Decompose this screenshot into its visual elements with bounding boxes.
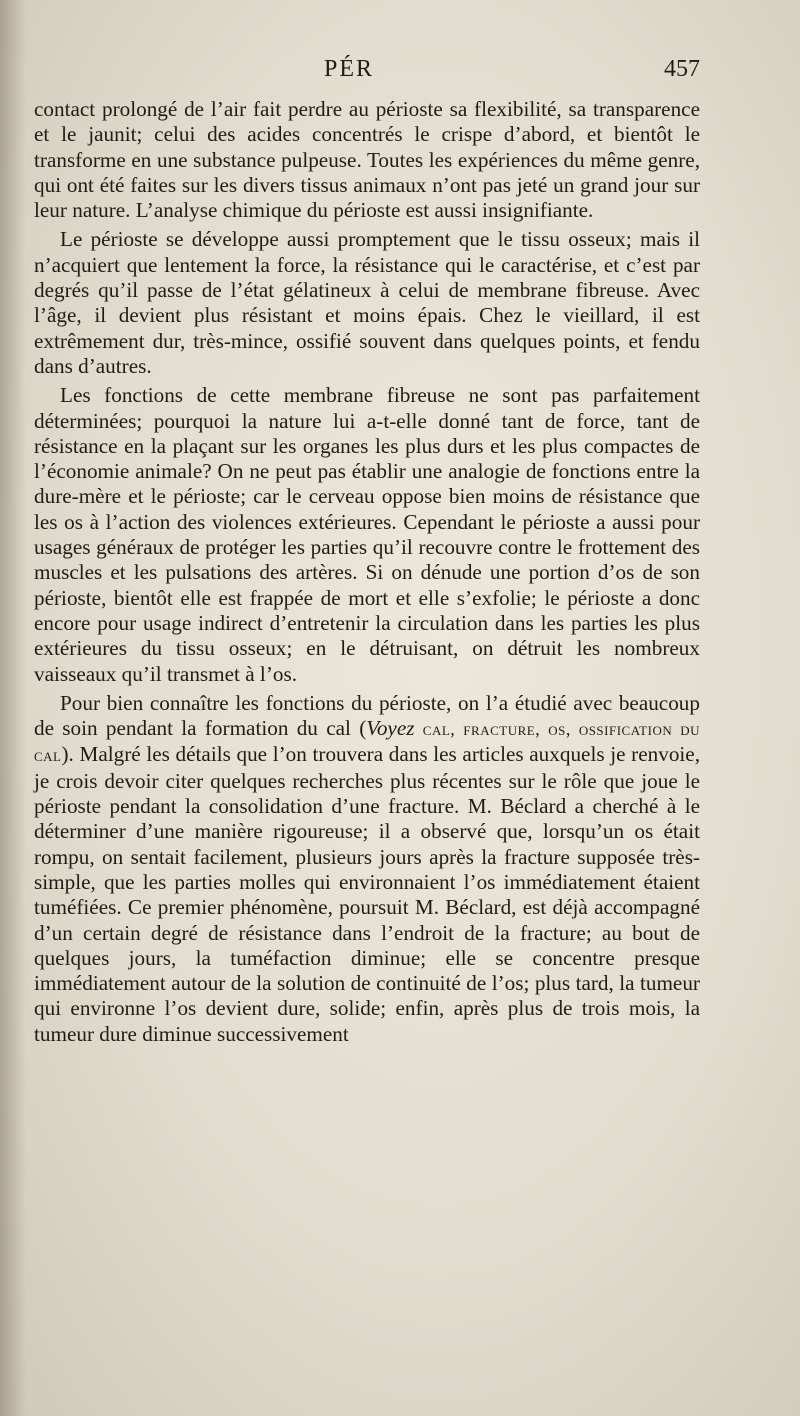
cross-reference-voyez: Voyez (366, 716, 415, 741)
page-header (34, 56, 700, 96)
running-head: PÉR (324, 56, 375, 82)
cross-reference-terms: cal, fracture, os, ossification du cal (34, 719, 700, 766)
page-number: 457 (664, 56, 700, 82)
paragraph-4 (34, 691, 700, 1047)
paragraph-3: Les fonctions de cette membrane fibreuse ne sont pas parfaitement déterminées; pourquoi la nature lui a-t-elle donné tant de force, tant de résistance en la plaçant sur les organes les plus durs et les plus compactes de l’économie animale? On ne peut pas établir une analogie de fonctions entre la dure-mère et le périoste; car le cerveau oppose bien moins de résistance que les os à l’action des violences extérieures. Cependant le périoste a aussi pour usages généraux de protéger les parties qu’il recouvre contre le frottement des muscles et les pulsations des artères. Si on dénude une portion d’os de son périoste, bientôt elle est frappée de mort et elle s’exfolie; le périoste a donc encore pour usage indirect d’entretenir la circulation dans les parties les plus extérieures du tissu osseux; en le détruisant, on détruit les nombreux vaisseaux qu’il transmet à l’os. (34, 383, 700, 686)
page-gutter-shadow (0, 0, 26, 1416)
body-text (34, 97, 700, 1051)
paragraph-4-after-ref: ). Malgré les détails que l’on trouvera dans les articles auxquels je renvoie, je crois devoir citer quelques recherches plus récentes sur le rôle que joue le périoste pendant la consolidation d’une fracture. M. Béclard a cherché à le déterminer d’une manière rigoureuse; il a observé que, lorsqu’un os était rompu, on sentait facilement, plusieurs jours après la fracture supposée très-simple, que les parties molles qui environnaient l’os immédiatement étaient tuméfiées. Ce premier phénomène, poursuit M. Béclard, est déjà accompagné d’un certain degré de résistance dans l’endroit de la fracture; au bout de quelques jours, la tuméfaction diminue; elle se concentre presque immédiatement autour de la solution de continuité de l’os; plus tard, la tumeur qui environne l’os devient dure, solide; enfin, après plus de trois mois, la tumeur dure diminue successivement (34, 742, 700, 1046)
paragraph-2: Le périoste se développe aussi promptement que le tissu osseux; mais il n’acquiert que lentement la force, la résistance qui le caractérise, et c’est par degrés qu’il passe de l’état gélatineux à celui de membrane fibreuse. Avec l’âge, il devient plus résistant et moins épais. Chez le vieillard, il est extrêmement dur, très-mince, ossifié souvent dans quelques points, et fendu dans d’autres. (34, 227, 700, 378)
paragraph-4-before-ref: Pour bien connaître les fonctions du périoste, on l’a étudié avec beaucoup de soin pendant la formation du cal ( (34, 690, 700, 741)
paragraph-1: contact prolongé de l’air fait perdre au périoste sa flexibilité, sa transparence et le jaunit; celui des acides concentrés le crispe d’abord, et bientôt le transforme en une substance pulpeuse. Toutes les expériences du même genre, qui ont été faites sur les divers tissus animaux n’ont pas jeté un grand jour sur leur nature. L’analyse chimique du périoste est aussi insignifiante. (34, 97, 700, 223)
